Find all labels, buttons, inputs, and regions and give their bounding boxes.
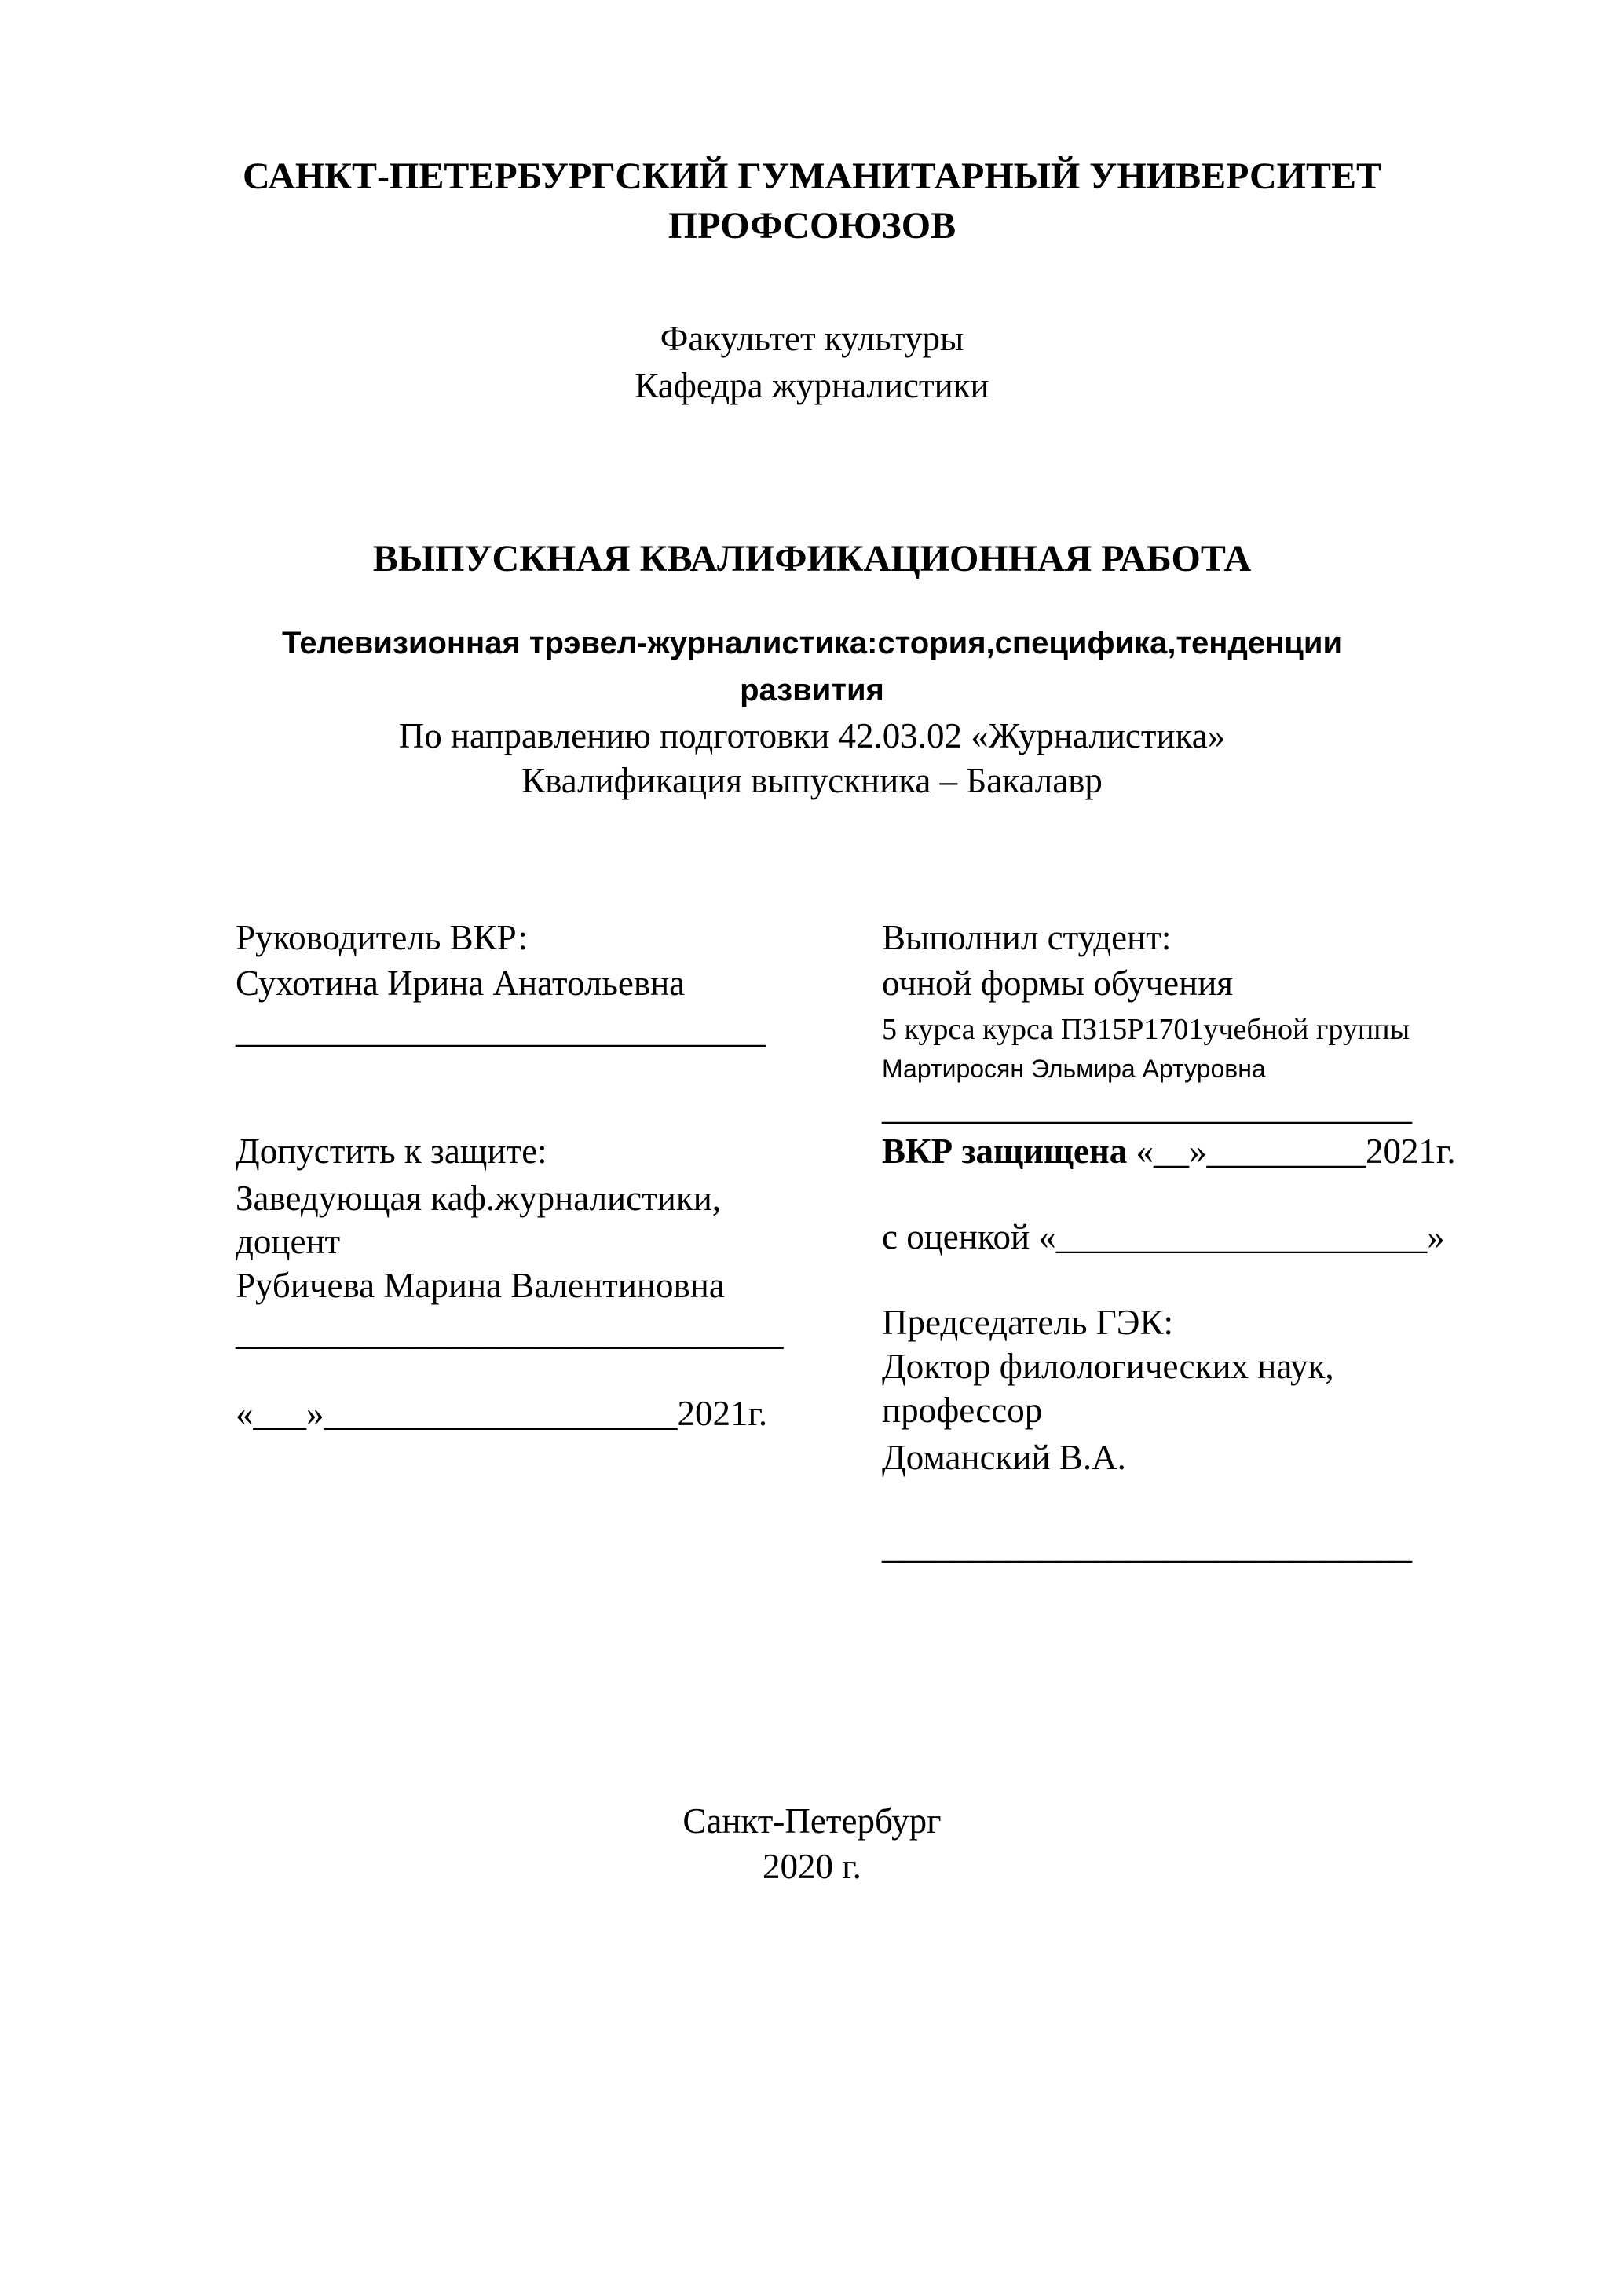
head-signature-line: _______________________________ (236, 1313, 784, 1352)
year: 2020 г. (763, 1847, 861, 1886)
chair-signature-line: ______________________________ (882, 1526, 1412, 1566)
faculty: Факультет культуры (660, 319, 964, 358)
university-name-line2: ПРОФСОЮЗОВ (668, 205, 956, 247)
work-title-line1: Телевизионная трэвел-журналистика:стория,специфика,тенденции (281, 626, 1343, 660)
study-direction: По направлению подготовки 42.03.02 «Журналистика» (398, 716, 1226, 755)
admit-label: Допустить к защите: (236, 1132, 547, 1171)
city: Санкт-Петербург (682, 1801, 942, 1841)
head-name: Рубичева Марина Валентиновна (236, 1266, 725, 1305)
qualification: Квалификация выпускника – Бакалавр (521, 761, 1103, 800)
department: Кафедра журналистики (635, 366, 989, 405)
admit-date-line: «___»____________________2021г. (236, 1394, 768, 1433)
defended-label: ВКР защищена (882, 1132, 1128, 1171)
study-form: очной формы обучения (882, 963, 1233, 1003)
chair-degree: Доктор филологических наук, (882, 1347, 1334, 1386)
student-label: Выполнил студент: (882, 918, 1172, 957)
defended-date-blank: «__»_________2021г. (1127, 1132, 1456, 1171)
student-name: Мартиросян Эльмира Артуровна (882, 1055, 1266, 1083)
chair-rank: профессор (882, 1391, 1043, 1430)
supervisor-name: Сухотина Ирина Анатольевна (236, 963, 686, 1003)
defense-date (882, 1129, 1456, 1173)
supervisor-signature-line: ______________________________ (236, 1011, 766, 1050)
supervisor-label: Руководитель ВКР: (236, 918, 528, 957)
chair-name: Доманский В.А. (882, 1438, 1126, 1477)
work-type-heading: ВЫПУСКНАЯ КВАЛИФИКАЦИОННАЯ РАБОТА (372, 538, 1252, 579)
university-name-line1: САНКТ-ПЕТЕРБУРГСКИЙ ГУМАНИТАРНЫЙ УНИВЕРСИТЕТ (242, 155, 1382, 197)
student-group: 5 курса курса ПЗ15Р1701учебной группы (882, 1013, 1410, 1046)
head-position: Заведующая каф.журналистики, (236, 1179, 722, 1218)
student-signature-line: ______________________________ (882, 1088, 1412, 1127)
chair-label: Председатель ГЭК: (882, 1303, 1173, 1342)
work-title-line2: развития (740, 673, 884, 707)
head-rank: доцент (236, 1222, 341, 1261)
grade-line: с оценкой «_____________________» (882, 1217, 1445, 1256)
